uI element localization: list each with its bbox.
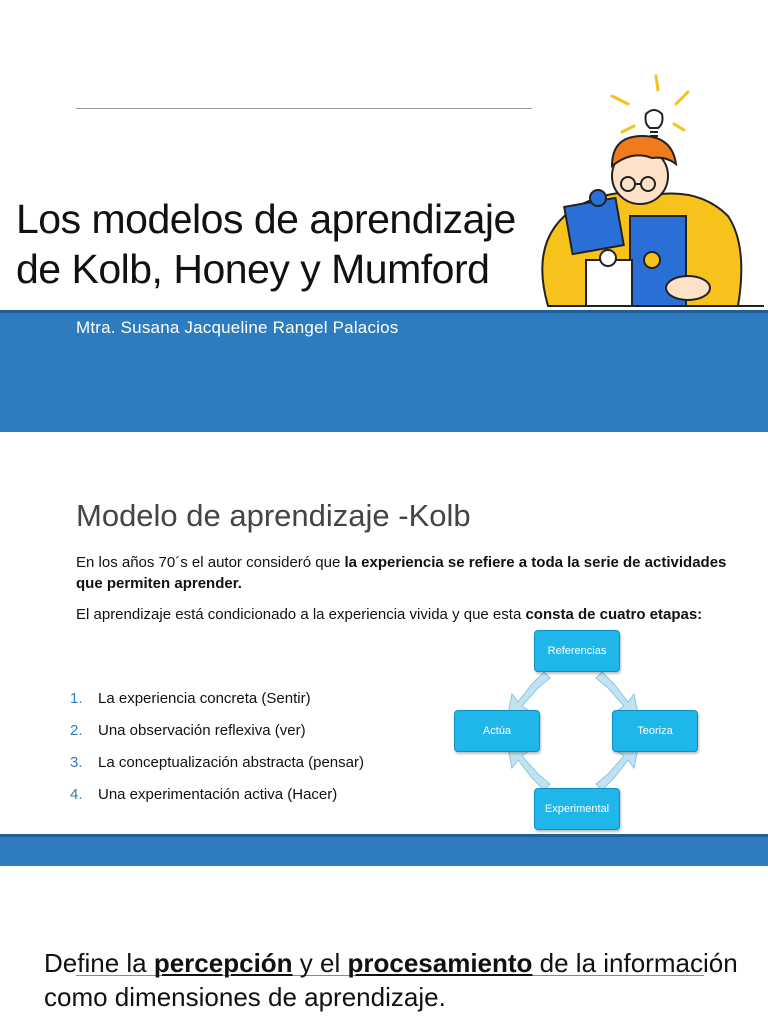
title-text: de la información como dimensiones de aprendizaje. <box>44 948 738 1012</box>
stages-list <box>70 688 364 816</box>
puzzle-person-illustration <box>528 66 768 310</box>
list-item <box>70 752 364 784</box>
author-name: Mtra. Susana Jacqueline Rangel Palacios <box>76 318 399 337</box>
list-item <box>70 784 364 816</box>
percepcion-keyword: percepción <box>153 948 293 978</box>
slide-title: Modelo de aprendizaje -Kolb <box>76 498 471 533</box>
title-line-2: de Kolb, Honey y Mumford <box>16 246 490 292</box>
title-slide <box>0 0 768 432</box>
arrow-bottom-right <box>596 748 638 790</box>
list-item <box>70 720 364 752</box>
cycle-box-teoriza: Teoriza <box>612 710 698 752</box>
arrow-top-left <box>508 672 550 714</box>
lightbulb-icon <box>612 76 688 132</box>
list-item-text: Una observación reflexiva (ver) <box>98 722 306 739</box>
stages-paragraph <box>76 604 736 625</box>
list-item-number: 2. <box>70 722 83 739</box>
list-item-number: 4. <box>70 786 83 803</box>
dimensions-slide <box>0 866 768 1024</box>
slide-title <box>44 946 744 1014</box>
stages-text: El aprendizaje está condicionado a la experiencia vivida y que esta <box>76 606 526 623</box>
title-text: y el <box>292 948 348 978</box>
arrow-bottom-left <box>508 748 550 790</box>
intro-bold-text: la experiencia se refiere a toda la serie de actividades que permiten aprender. <box>76 554 727 592</box>
intro-text: En los años 70´s el autor consideró que <box>76 554 345 571</box>
intro-paragraph <box>76 552 736 594</box>
list-item-text: La experiencia concreta (Sentir) <box>98 690 311 707</box>
list-item-number: 1. <box>70 690 83 707</box>
procesamiento-keyword: procesamiento <box>347 948 533 978</box>
presentation-title <box>16 194 576 294</box>
arrow-top-right <box>596 672 638 714</box>
cycle-box-experimental: Experimental <box>534 788 620 830</box>
list-item-number: 3. <box>70 754 83 771</box>
list-item-text: La conceptualización abstracta (pensar) <box>98 754 364 771</box>
kolb-cycle-diagram <box>452 628 702 838</box>
list-item <box>70 688 364 720</box>
kolb-slide <box>0 432 768 866</box>
list-item-text: Una experimentación activa (Hacer) <box>98 786 338 803</box>
cycle-box-actua: Actúa <box>454 710 540 752</box>
footer-band <box>0 834 768 866</box>
title-line-1: Los modelos de aprendizaje <box>16 196 516 242</box>
cycle-box-referencias: Referencias <box>534 630 620 672</box>
title-divider <box>76 108 532 109</box>
title-text: Define la <box>44 948 154 978</box>
stages-bold-text: consta de cuatro etapas: <box>525 606 703 623</box>
